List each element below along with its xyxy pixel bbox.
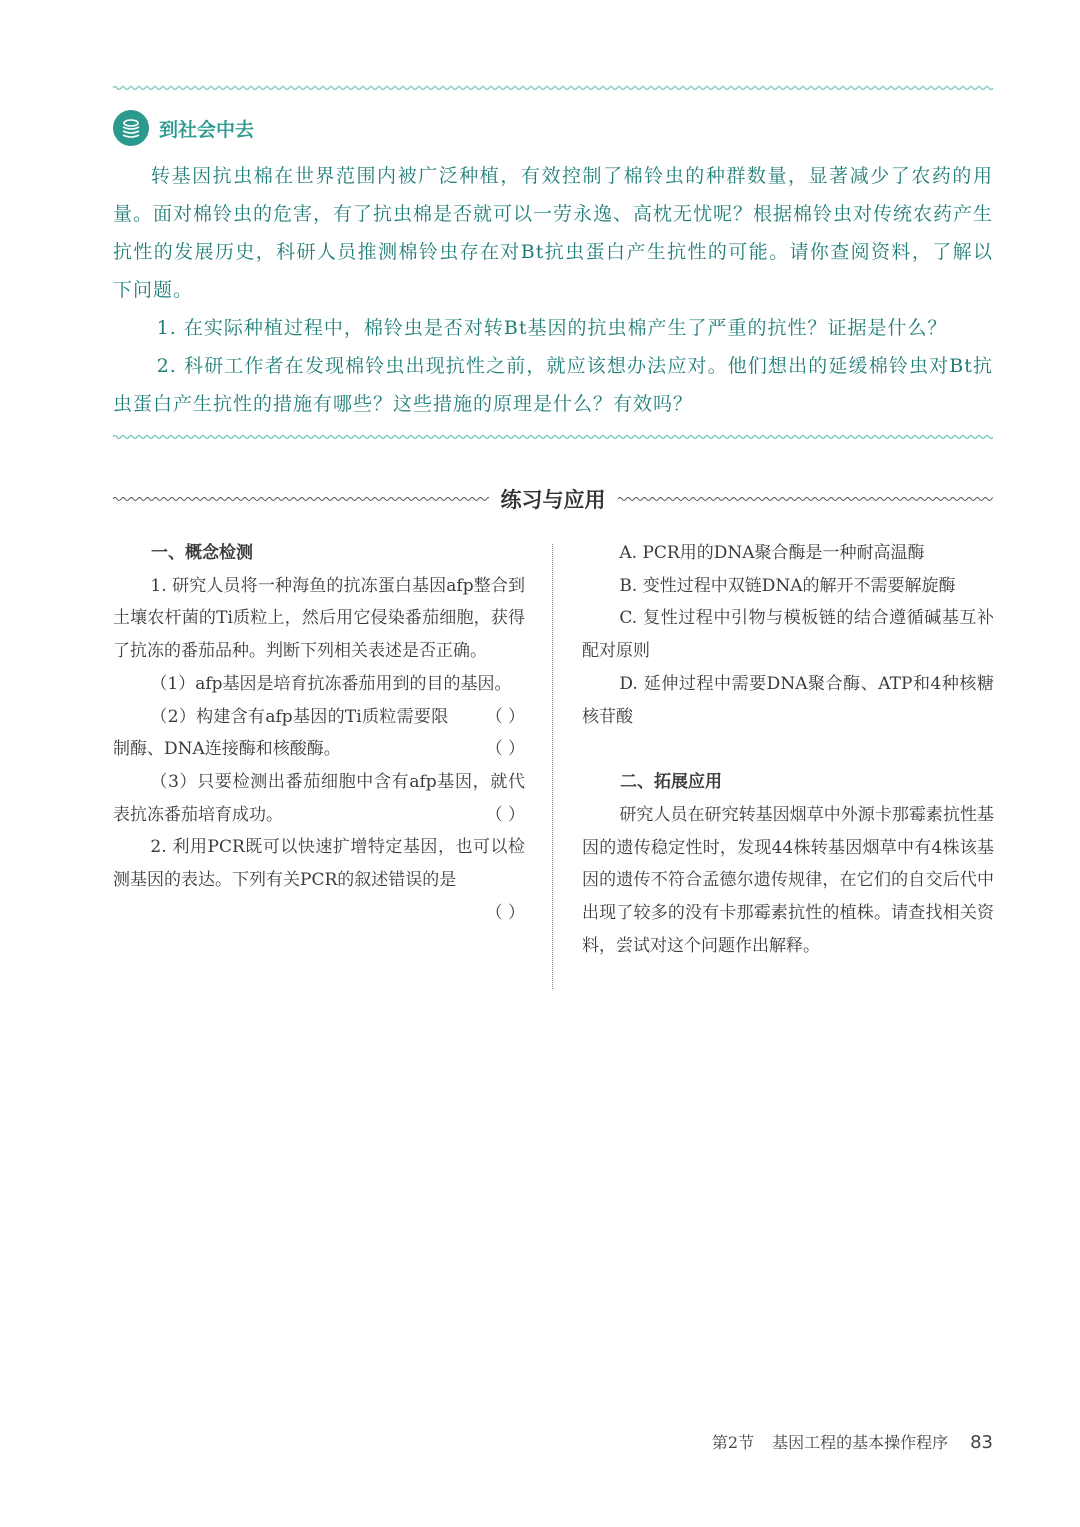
box-top-wave-border	[113, 85, 993, 91]
section-title-bar	[113, 480, 993, 518]
box-bottom-wave-border	[113, 434, 993, 440]
statement-2: （2）构建含有afp基因的Ti质粒需要限制酶、DNA连接酶和核酸酶。 （ ）	[113, 706, 525, 760]
statement-3: （3）只要检测出番茄细胞中含有afp基因，就代表抗冻番茄培育成功。 （ ）	[113, 771, 525, 825]
right-column	[582, 537, 994, 962]
option-d: D. 延伸过程中需要DNA聚合酶、ATP和4种核糖核苷酸	[582, 673, 994, 727]
footer-section: 第2节	[711, 1433, 755, 1452]
option-a: A. PCR用的DNA聚合酶是一种耐高温酶	[619, 543, 925, 563]
statement-1: （1）afp基因是培育抗冻番茄用到的目的基因。 （ ）	[150, 673, 525, 727]
column-divider	[552, 544, 553, 989]
footer-chapter: 基因工程的基本操作程序	[772, 1433, 949, 1452]
left-column	[113, 537, 525, 929]
box-title: 到社会中去	[159, 118, 255, 141]
box-intro: 转基因抗虫棉在世界范围内被广泛种植，有效控制了棉铃虫的种群数量，显著减少了农药的用量。面对棉铃虫的危害，有了抗虫棉是否就可以一劳永逸、高枕无忧呢？根据棉铃虫对传统农药产生抗性的发展历史，科研人员推测棉铃虫存在对Bt抗虫蛋白产生抗性的可能。请你查阅资料，了解以下问题。	[113, 165, 994, 301]
section-title: 练习与应用	[500, 488, 606, 512]
books-icon	[113, 110, 149, 146]
option-c: C. 复性过程中引物与模板链的结合遵循碱基互补配对原则	[582, 608, 994, 662]
heading-extension: 二、拓展应用	[620, 772, 722, 793]
question-2-stem: 2. 利用PCR既可以快速扩增特定基因，也可以检测基因的表达。下列有关PCR的叙述错误的是 （ ）	[113, 837, 525, 923]
box-header	[113, 110, 254, 146]
section-title-left-wave	[113, 496, 489, 502]
box-question-1: 1. 在实际种植过程中，棉铃虫是否对转Bt基因的抗虫棉产生了严重的抗性？证据是什么？	[156, 317, 948, 339]
page-footer	[712, 1430, 993, 1453]
box-question-2: 2. 科研工作者在发现棉铃虫出现抗性之前，就应该想办法应对。他们想出的延缓棉铃虫对Bt抗虫蛋白产生抗性的措施有哪些？这些措施的原理是什么？有效吗？	[113, 355, 993, 415]
option-b: B. 变性过程中双链DNA的解开不需要解旋酶	[619, 575, 956, 596]
section-title-right-wave	[618, 496, 994, 502]
question-1-stem: 1. 研究人员将一种海鱼的抗冻蛋白基因afp整合到土壤农杆菌的Ti质粒上，然后用它侵染番茄细胞，获得了抗冻的番茄品种。判断下列相关表述是否正确。	[113, 575, 525, 662]
box-body	[113, 157, 993, 423]
extension-question: 研究人员在研究转基因烟草中外源卡那霉素抗性基因的遗传稳定性时，发现44株转基因烟草中有4株该基因的遗传不符合孟德尔遗传规律，在它们的自交后代中出现了较多的没有卡那霉素抗性的植株。请查找相关资料，尝试对这个问题作出解释。	[582, 804, 994, 956]
page-number: 83	[970, 1432, 993, 1453]
heading-concept-check: 一、概念检测	[151, 543, 253, 563]
